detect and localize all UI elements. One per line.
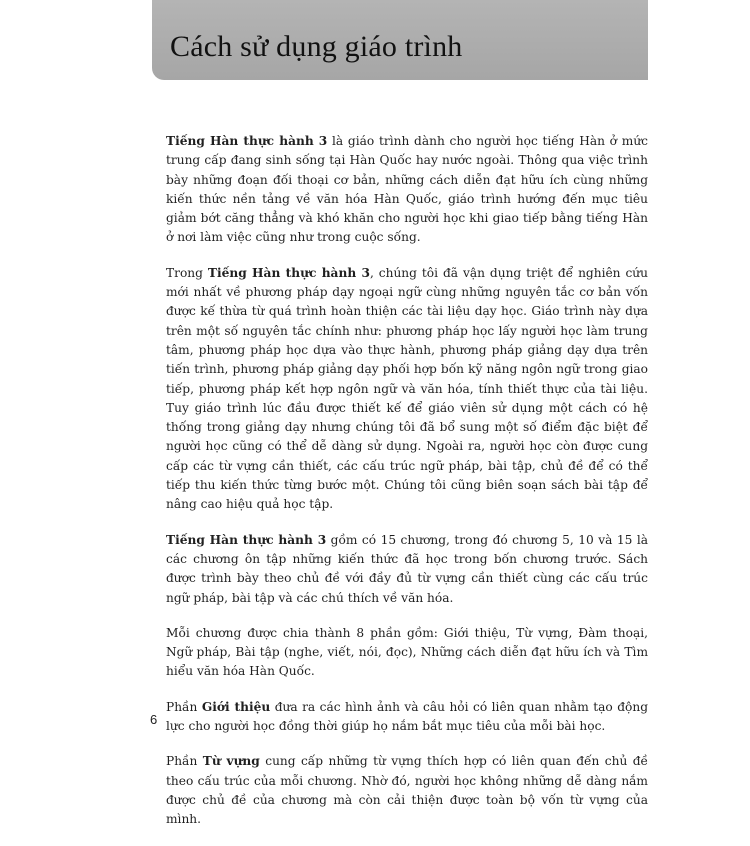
paragraph-bold-term: Tiếng Hàn thực hành 3 bbox=[166, 134, 328, 148]
paragraph-text: gồm có 15 chương, trong đó chương 5, 10 và 15 là các chương ôn tập những kiến thức đã học trong bốn chương trước. Sách được trình bày theo chủ đề với đầy đủ từ vựng cần thiết cùng các cấu trúc ngữ pháp, bài tập và các chú thích về văn hóa. bbox=[166, 532, 648, 605]
paragraph-text: đưa ra các hình ảnh và câu hỏi có liên quan nhằm tạo động lực cho người học đồng thời giúp họ nắm bắt mục tiêu của mỗi bài học. bbox=[166, 699, 648, 734]
paragraph-lead: Phần bbox=[166, 699, 202, 714]
paragraph-6 bbox=[166, 752, 648, 829]
paragraph-text: cung cấp những từ vựng thích hợp có liên quan đến chủ đề theo cấu trúc của mỗi chương. Nhờ đó, người học không những dễ dàng nắm được chủ đề của chương mà còn cải thiện được toàn bộ vốn từ vựng của mình. bbox=[166, 754, 648, 827]
paragraph-text: , chúng tôi đã vận dụng triệt để nghiên cứu mới nhất về phương pháp dạy ngoại ngữ cùng những nguyên tắc cơ bản vốn được kế thừa từ quá trình hoàn thiện các tài liệu dạy học. Giáo trình này dựa trên một số nguyên tắc chính như: phương pháp học lấy người học làm trung tâm, phương pháp học dựa vào thực hành, phương pháp giảng dạy dựa trên tiến trình, phương pháp giảng dạy phối hợp bốn kỹ năng ngôn ngữ trong giao tiếp, phương pháp kết hợp ngôn ngữ và văn hóa, tính thiết thực của tài liệu. Tuy giáo trình lúc đầu được thiết kế để giáo viên sử dụng một cách có hệ thống trong giảng dạy nhưng chúng tôi đã bổ sung một số điểm đặc biệt để người học cũng có thể dễ dàng sử dụng. Ngoài ra, người học còn được cung cấp các từ vựng cần thiết, các cấu trúc ngữ pháp, bài tập, chủ đề để có thể tiếp thu kiến thức từng bước một. Chúng tôi cũng biên soạn sách bài tập để nâng cao hiệu quả học tập. bbox=[166, 265, 648, 512]
paragraph-lead: Phần bbox=[166, 754, 203, 769]
paragraph-bold-term: Từ vựng bbox=[202, 754, 260, 769]
paragraph-bold-term: Tiếng Hàn thực hành 3 bbox=[207, 265, 370, 280]
paragraph-4 bbox=[166, 624, 648, 682]
page-title: Cách sử dụng giáo trình bbox=[170, 30, 463, 63]
page-number: 6 bbox=[150, 712, 158, 727]
paragraph-bold-term: Giới thiệu bbox=[201, 699, 271, 714]
paragraph-5 bbox=[166, 698, 648, 737]
body-text bbox=[166, 132, 648, 846]
paragraph-lead: Trong bbox=[166, 265, 208, 280]
paragraph-2 bbox=[166, 264, 648, 515]
paragraph-1 bbox=[166, 132, 648, 248]
paragraph-text: Mỗi chương được chia thành 8 phần gồm: Giới thiệu, Từ vựng, Đàm thoại, Ngữ pháp, Bài tập (nghe, viết, nói, đọc), Những cách diễn đạt hữu ích và Tìm hiểu văn hóa Hàn Quốc. bbox=[166, 625, 648, 679]
paragraph-text: là giáo trình dành cho người học tiếng Hàn ở mức trung cấp đang sinh sống tại Hàn Quốc hay nước ngoài. Thông qua việc trình bày những đoạn đối thoại cơ bản, những cách diễn đạt hữu ích cùng những kiến thức nền tảng về văn hóa Hàn Quốc, giáo trình hướng đến mục tiêu giảm bớt căng thẳng và khó khăn cho người học khi giao tiếp bằng tiếng Hàn ở nơi làm việc cũng như trong cuộc sống. bbox=[166, 134, 648, 245]
paragraph-bold-term: Tiếng Hàn thực hành 3 bbox=[166, 532, 327, 547]
paragraph-3 bbox=[166, 531, 648, 608]
